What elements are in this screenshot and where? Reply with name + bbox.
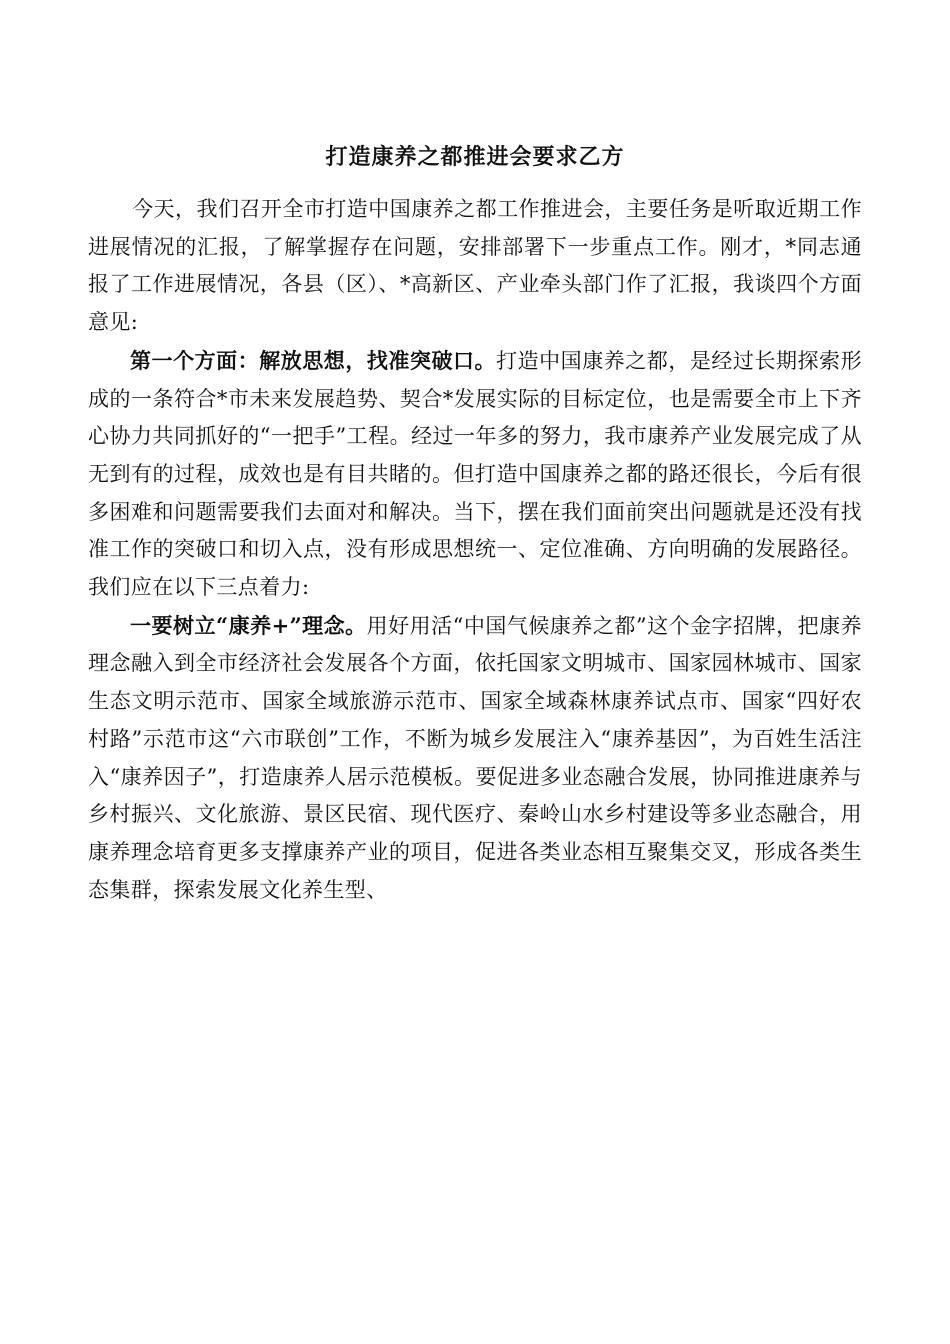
- paragraph-text: 打造中国康养之都，是经过长期探索形成的一条符合*市未来发展趋势、契合*发展实际的目标定位，也是需要全市上下齐心协力共同抓好的“一把手”工程。经过一年多的努力，我市康养产业发展完成了从无到有的过程，成效也是有目共睹的。但打造中国康养之都的路还很长，今后有很多困难和问题需要我们去面对和解决。当下，摆在我们面前突出问题就是还没有找准工作的突破口和切入点，没有形成思想统一、定位准确、方向明确的发展路径。我们应在以下三点着力:: [88, 348, 862, 600]
- document-body: [88, 191, 862, 909]
- paragraph-lead-heading: 第一个方面：解放思想，找准突破口。: [130, 347, 497, 373]
- paragraph-intro: [88, 191, 862, 342]
- paragraph-text: 用好用活“中国气候康养之都”这个金字招牌，把康养理念融入到全市经济社会发展各个方面，依托国家文明城市、国家园林城市、国家生态文明示范市、国家全域旅游示范市、国家全域森林康养试点市、国家“四好农村路”示范市这“六市联创”工作，不断为城乡发展注入“康养基因”，为百姓生活注入“康养因子”，打造康养人居示范模板。要促进多业态融合发展，协同推进康养与乡村振兴、文化旅游、景区民宿、现代医疗、秦岭山水乡村建设等多业态融合，用康养理念培育更多支撑康养产业的项目，促进各类业态相互聚集交叉，形成各类生态集群，探索发展文化养生型、: [88, 613, 862, 902]
- paragraph-text: 今天，我们召开全市打造中国康养之都工作推进会，主要任务是听取近期工作进展情况的汇报，了解掌握存在问题，安排部署下一步重点工作。刚才，*同志通报了工作进展情况，各县（区）、*高新区、产业牵头部门作了汇报，我谈四个方面意见:: [88, 197, 862, 335]
- paragraph-aspect-one: [88, 342, 862, 607]
- paragraph-point-one: [88, 607, 862, 910]
- document-title: 打造康养之都推进会要求乙方: [325, 144, 625, 170]
- paragraph-lead-heading: 一要树立“康养+”理念。: [130, 612, 367, 638]
